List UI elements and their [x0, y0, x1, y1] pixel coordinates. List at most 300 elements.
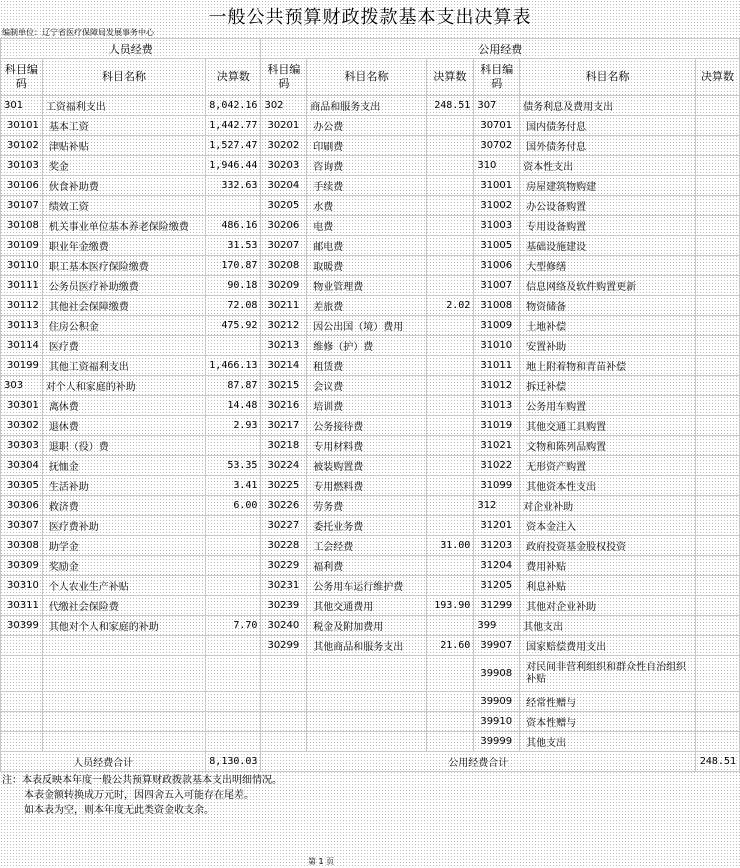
- public-other-name-cell: 资本性赠与: [520, 712, 696, 732]
- personnel-code-cell: [1, 732, 43, 752]
- public-goods-amount-cell: [426, 732, 474, 752]
- personnel-name-cell: 对个人和家庭的补助: [42, 376, 205, 396]
- public-goods-code-cell: 30227: [261, 516, 307, 536]
- personnel-code-cell: 30303: [1, 436, 43, 456]
- personnel-amount-cell: 486.16: [206, 216, 261, 236]
- public-goods-amount-cell: [426, 316, 474, 336]
- personnel-code-cell: 303: [1, 376, 43, 396]
- personnel-name-cell: [42, 732, 205, 752]
- public-other-code-cell: 31001: [474, 176, 520, 196]
- personnel-amount-cell: 31.53: [206, 236, 261, 256]
- personnel-code-cell: [1, 656, 43, 692]
- public-goods-code-cell: 30203: [261, 156, 307, 176]
- public-other-code-cell: 31002: [474, 196, 520, 216]
- table-row: [1, 712, 740, 732]
- public-goods-name-cell: 公务接待费: [307, 416, 426, 436]
- public-goods-code-cell: 30204: [261, 176, 307, 196]
- public-other-amount-cell: [695, 396, 739, 416]
- personnel-code-cell: 30309: [1, 556, 43, 576]
- personnel-code-cell: 30107: [1, 196, 43, 216]
- public-other-code-cell: 31201: [474, 516, 520, 536]
- public-goods-amount-cell: [426, 556, 474, 576]
- public-other-name-cell: 利息补贴: [520, 576, 696, 596]
- public-goods-code-cell: [261, 692, 307, 712]
- public-goods-amount-cell: [426, 276, 474, 296]
- public-other-code-cell: 31012: [474, 376, 520, 396]
- personnel-amount-cell: 1,442.77: [206, 116, 261, 136]
- col-header-code: 科目编码: [474, 59, 520, 96]
- public-other-amount-cell: [695, 536, 739, 556]
- table-row: [1, 496, 740, 516]
- public-other-name-cell: 国家赔偿费用支出: [520, 636, 696, 656]
- public-other-code-cell: 39909: [474, 692, 520, 712]
- personnel-group-header: 人员经费: [1, 39, 261, 59]
- table-row: [1, 396, 740, 416]
- public-other-name-cell: 国内债务付息: [520, 116, 696, 136]
- totals-row: [1, 752, 740, 772]
- public-other-name-cell: 土地补偿: [520, 316, 696, 336]
- table-row: [1, 136, 740, 156]
- public-other-name-cell: 安置补助: [520, 336, 696, 356]
- personnel-code-cell: [1, 692, 43, 712]
- public-other-code-cell: 31007: [474, 276, 520, 296]
- personnel-name-cell: [42, 656, 205, 692]
- personnel-amount-cell: 1,946.44: [206, 156, 261, 176]
- personnel-name-cell: 机关事业单位基本养老保险缴费: [42, 216, 205, 236]
- table-row: [1, 116, 740, 136]
- public-goods-amount-cell: [426, 376, 474, 396]
- public-goods-code-cell: 30299: [261, 636, 307, 656]
- personnel-name-cell: 职业年金缴费: [42, 236, 205, 256]
- public-other-name-cell: 其他支出: [520, 616, 696, 636]
- public-goods-name-cell: 会议费: [307, 376, 426, 396]
- public-goods-amount-cell: [426, 516, 474, 536]
- public-total-label: 公用经费合计: [261, 752, 696, 772]
- personnel-name-cell: 抚恤金: [42, 456, 205, 476]
- public-other-code-cell: 31203: [474, 536, 520, 556]
- personnel-amount-cell: [206, 536, 261, 556]
- personnel-code-cell: 30110: [1, 256, 43, 276]
- public-goods-name-cell: 委托业务费: [307, 516, 426, 536]
- personnel-code-cell: 30111: [1, 276, 43, 296]
- public-other-code-cell: 39999: [474, 732, 520, 752]
- personnel-name-cell: 绩效工资: [42, 196, 205, 216]
- public-other-code-cell: 31010: [474, 336, 520, 356]
- table-row: [1, 732, 740, 752]
- personnel-code-cell: 30311: [1, 596, 43, 616]
- public-goods-name-cell: 被装购置费: [307, 456, 426, 476]
- table-row: [1, 256, 740, 276]
- personnel-amount-cell: 90.18: [206, 276, 261, 296]
- table-row: [1, 456, 740, 476]
- public-goods-amount-cell: [426, 436, 474, 456]
- public-goods-name-cell: 其他商品和服务支出: [307, 636, 426, 656]
- public-other-code-cell: 31099: [474, 476, 520, 496]
- public-other-amount-cell: [695, 356, 739, 376]
- public-other-code-cell: 31005: [474, 236, 520, 256]
- public-goods-code-cell: 30214: [261, 356, 307, 376]
- public-goods-name-cell: [307, 692, 426, 712]
- public-other-name-cell: 文物和陈列品购置: [520, 436, 696, 456]
- public-goods-amount-cell: [426, 476, 474, 496]
- table-row: [1, 636, 740, 656]
- table-row: [1, 316, 740, 336]
- public-other-name-cell: 物资储备: [520, 296, 696, 316]
- public-other-code-cell: 31205: [474, 576, 520, 596]
- expenditure-table: [0, 38, 740, 772]
- table-row: [1, 416, 740, 436]
- public-other-code-cell: 312: [474, 496, 520, 516]
- personnel-code-cell: 30305: [1, 476, 43, 496]
- public-other-amount-cell: [695, 692, 739, 712]
- public-goods-amount-cell: [426, 656, 474, 692]
- public-other-name-cell: 其他资本性支出: [520, 476, 696, 496]
- public-goods-code-cell: 30202: [261, 136, 307, 156]
- public-other-name-cell: 专用设备购置: [520, 216, 696, 236]
- personnel-name-cell: 其他对个人和家庭的补助: [42, 616, 205, 636]
- public-goods-code-cell: 30206: [261, 216, 307, 236]
- personnel-amount-cell: 2.93: [206, 416, 261, 436]
- personnel-code-cell: 30101: [1, 116, 43, 136]
- public-goods-code-cell: [261, 732, 307, 752]
- public-other-code-cell: 31011: [474, 356, 520, 376]
- public-goods-name-cell: 办公费: [307, 116, 426, 136]
- personnel-amount-cell: [206, 732, 261, 752]
- public-other-amount-cell: [695, 316, 739, 336]
- public-goods-code-cell: 30225: [261, 476, 307, 496]
- public-other-code-cell: 39907: [474, 636, 520, 656]
- public-other-code-cell: 31022: [474, 456, 520, 476]
- public-goods-code-cell: 30229: [261, 556, 307, 576]
- public-goods-code-cell: 30231: [261, 576, 307, 596]
- personnel-code-cell: 30108: [1, 216, 43, 236]
- col-header-amount: 决算数: [426, 59, 474, 96]
- public-goods-name-cell: [307, 712, 426, 732]
- table-row: [1, 616, 740, 636]
- personnel-name-cell: 救济费: [42, 496, 205, 516]
- personnel-total-label: 人员经费合计: [1, 752, 206, 772]
- public-goods-code-cell: 30201: [261, 116, 307, 136]
- public-goods-code-cell: 30213: [261, 336, 307, 356]
- public-goods-code-cell: [261, 712, 307, 732]
- personnel-code-cell: 30308: [1, 536, 43, 556]
- public-other-amount-cell: [695, 216, 739, 236]
- public-goods-amount-cell: 2.02: [426, 296, 474, 316]
- public-goods-name-cell: 租赁费: [307, 356, 426, 376]
- public-other-code-cell: 31009: [474, 316, 520, 336]
- public-other-name-cell: 对民间非营利组织和群众性自治组织补贴: [520, 656, 696, 692]
- public-other-amount-cell: [695, 296, 739, 316]
- public-goods-name-cell: 商品和服务支出: [307, 96, 426, 116]
- personnel-amount-cell: [206, 712, 261, 732]
- personnel-amount-cell: 72.08: [206, 296, 261, 316]
- public-other-code-cell: 30701: [474, 116, 520, 136]
- personnel-name-cell: 伙食补助费: [42, 176, 205, 196]
- public-other-amount-cell: [695, 236, 739, 256]
- public-other-name-cell: 地上附着物和青苗补偿: [520, 356, 696, 376]
- personnel-name-cell: 退职（役）费: [42, 436, 205, 456]
- public-goods-amount-cell: [426, 236, 474, 256]
- personnel-code-cell: 30114: [1, 336, 43, 356]
- public-other-name-cell: 其他支出: [520, 732, 696, 752]
- public-other-code-cell: 31008: [474, 296, 520, 316]
- public-goods-code-cell: 30228: [261, 536, 307, 556]
- public-other-amount-cell: [695, 176, 739, 196]
- personnel-name-cell: 离休费: [42, 396, 205, 416]
- public-other-name-cell: 信息网络及软件购置更新: [520, 276, 696, 296]
- public-goods-amount-cell: [426, 216, 474, 236]
- personnel-code-cell: 30310: [1, 576, 43, 596]
- public-goods-amount-cell: [426, 116, 474, 136]
- table-row: [1, 536, 740, 556]
- public-goods-code-cell: 30207: [261, 236, 307, 256]
- personnel-name-cell: 住房公积金: [42, 316, 205, 336]
- personnel-code-cell: 30306: [1, 496, 43, 516]
- public-goods-code-cell: 30208: [261, 256, 307, 276]
- public-other-code-cell: 39910: [474, 712, 520, 732]
- public-goods-amount-cell: [426, 616, 474, 636]
- public-goods-amount-cell: [426, 136, 474, 156]
- public-goods-name-cell: 物业管理费: [307, 276, 426, 296]
- public-other-name-cell: 办公设备购置: [520, 196, 696, 216]
- public-goods-amount-cell: [426, 576, 474, 596]
- public-other-amount-cell: [695, 476, 739, 496]
- public-other-amount-cell: [695, 496, 739, 516]
- public-other-amount-cell: [695, 556, 739, 576]
- personnel-name-cell: 工资福利支出: [42, 96, 205, 116]
- public-other-amount-cell: [695, 116, 739, 136]
- public-other-name-cell: 无形资产购置: [520, 456, 696, 476]
- personnel-name-cell: 职工基本医疗保险缴费: [42, 256, 205, 276]
- personnel-amount-cell: [206, 636, 261, 656]
- personnel-name-cell: 医疗费: [42, 336, 205, 356]
- public-other-code-cell: 30702: [474, 136, 520, 156]
- table-row: [1, 336, 740, 356]
- public-other-amount-cell: [695, 156, 739, 176]
- personnel-amount-cell: 475.92: [206, 316, 261, 336]
- public-goods-code-cell: 30240: [261, 616, 307, 636]
- public-goods-name-cell: 水费: [307, 196, 426, 216]
- col-header-amount: 决算数: [695, 59, 739, 96]
- public-goods-amount-cell: [426, 196, 474, 216]
- col-header-code: 科目编码: [261, 59, 307, 96]
- public-other-code-cell: 307: [474, 96, 520, 116]
- public-goods-name-cell: 培训费: [307, 396, 426, 416]
- table-row: [1, 156, 740, 176]
- public-goods-name-cell: 电费: [307, 216, 426, 236]
- table-row: [1, 236, 740, 256]
- public-goods-name-cell: 公务用车运行维护费: [307, 576, 426, 596]
- personnel-name-cell: 助学金: [42, 536, 205, 556]
- personnel-code-cell: 30103: [1, 156, 43, 176]
- personnel-code-cell: 30106: [1, 176, 43, 196]
- public-goods-amount-cell: [426, 336, 474, 356]
- public-other-name-cell: 费用补贴: [520, 556, 696, 576]
- personnel-code-cell: 30304: [1, 456, 43, 476]
- personnel-name-cell: 津贴补贴: [42, 136, 205, 156]
- personnel-name-cell: [42, 692, 205, 712]
- public-goods-name-cell: 其他交通费用: [307, 596, 426, 616]
- public-goods-name-cell: 邮电费: [307, 236, 426, 256]
- personnel-name-cell: 代缴社会保险费: [42, 596, 205, 616]
- table-row: [1, 516, 740, 536]
- personnel-name-cell: 生活补助: [42, 476, 205, 496]
- public-other-code-cell: 31013: [474, 396, 520, 416]
- public-other-name-cell: 债务利息及费用支出: [520, 96, 696, 116]
- public-other-amount-cell: [695, 712, 739, 732]
- public-goods-name-cell: 因公出国（境）费用: [307, 316, 426, 336]
- personnel-total-amount: 8,130.03: [206, 752, 261, 772]
- personnel-amount-cell: 87.87: [206, 376, 261, 396]
- public-total-amount: 248.51: [695, 752, 739, 772]
- personnel-code-cell: 30399: [1, 616, 43, 636]
- personnel-amount-cell: [206, 692, 261, 712]
- personnel-code-cell: 30307: [1, 516, 43, 536]
- public-other-amount-cell: [695, 416, 739, 436]
- public-other-amount-cell: [695, 436, 739, 456]
- table-row: [1, 376, 740, 396]
- table-row: [1, 576, 740, 596]
- personnel-amount-cell: 332.63: [206, 176, 261, 196]
- unit-label: 编制单位：辽宁省医疗保障局发展事务中心: [2, 28, 154, 37]
- public-other-amount-cell: [695, 456, 739, 476]
- public-goods-name-cell: 差旅费: [307, 296, 426, 316]
- public-other-amount-cell: [695, 376, 739, 396]
- public-goods-amount-cell: 31.00: [426, 536, 474, 556]
- public-other-name-cell: 经常性赠与: [520, 692, 696, 712]
- public-other-amount-cell: [695, 656, 739, 692]
- public-goods-name-cell: 福利费: [307, 556, 426, 576]
- public-goods-code-cell: 30215: [261, 376, 307, 396]
- public-goods-code-cell: 30217: [261, 416, 307, 436]
- table-row: [1, 216, 740, 236]
- public-other-code-cell: 31021: [474, 436, 520, 456]
- table-row: [1, 196, 740, 216]
- col-header-name: 科目名称: [42, 59, 205, 96]
- personnel-amount-cell: 6.00: [206, 496, 261, 516]
- public-other-code-cell: 310: [474, 156, 520, 176]
- col-header-name: 科目名称: [307, 59, 426, 96]
- personnel-code-cell: 301: [1, 96, 43, 116]
- personnel-amount-cell: 7.70: [206, 616, 261, 636]
- public-other-amount-cell: [695, 516, 739, 536]
- personnel-name-cell: [42, 636, 205, 656]
- public-goods-amount-cell: [426, 416, 474, 436]
- personnel-amount-cell: 53.35: [206, 456, 261, 476]
- public-goods-code-cell: 30212: [261, 316, 307, 336]
- personnel-code-cell: 30199: [1, 356, 43, 376]
- public-other-amount-cell: [695, 576, 739, 596]
- public-other-amount-cell: [695, 336, 739, 356]
- public-goods-name-cell: 劳务费: [307, 496, 426, 516]
- table-row: [1, 176, 740, 196]
- personnel-name-cell: 奖金: [42, 156, 205, 176]
- public-goods-name-cell: 税金及附加费用: [307, 616, 426, 636]
- personnel-amount-cell: [206, 596, 261, 616]
- public-goods-name-cell: 专用材料费: [307, 436, 426, 456]
- public-goods-code-cell: 302: [261, 96, 307, 116]
- public-other-amount-cell: [695, 732, 739, 752]
- public-other-amount-cell: [695, 96, 739, 116]
- personnel-code-cell: 30109: [1, 236, 43, 256]
- public-goods-code-cell: 30226: [261, 496, 307, 516]
- public-other-name-cell: 资本性支出: [520, 156, 696, 176]
- col-header-code: 科目编码: [1, 59, 43, 96]
- public-goods-name-cell: 印刷费: [307, 136, 426, 156]
- public-goods-code-cell: 30209: [261, 276, 307, 296]
- public-goods-amount-cell: [426, 176, 474, 196]
- public-goods-amount-cell: [426, 256, 474, 276]
- personnel-name-cell: [42, 712, 205, 732]
- personnel-amount-cell: [206, 516, 261, 536]
- public-goods-amount-cell: [426, 692, 474, 712]
- personnel-name-cell: 退休费: [42, 416, 205, 436]
- personnel-amount-cell: 1,466.13: [206, 356, 261, 376]
- public-other-amount-cell: [695, 256, 739, 276]
- personnel-name-cell: 奖励金: [42, 556, 205, 576]
- public-other-name-cell: 对企业补助: [520, 496, 696, 516]
- public-other-name-cell: 基础设施建设: [520, 236, 696, 256]
- public-goods-name-cell: 取暖费: [307, 256, 426, 276]
- personnel-code-cell: 30102: [1, 136, 43, 156]
- public-other-code-cell: 39908: [474, 656, 520, 692]
- public-goods-code-cell: 30211: [261, 296, 307, 316]
- col-header-name: 科目名称: [520, 59, 696, 96]
- table-notes: [2, 773, 282, 818]
- public-other-name-cell: 政府投资基金股权投资: [520, 536, 696, 556]
- table-row: [1, 476, 740, 496]
- personnel-name-cell: 其他工资福利支出: [42, 356, 205, 376]
- public-other-code-cell: 31019: [474, 416, 520, 436]
- public-goods-name-cell: [307, 732, 426, 752]
- personnel-name-cell: 个人农业生产补贴: [42, 576, 205, 596]
- public-goods-name-cell: 工会经费: [307, 536, 426, 556]
- note-line: 注：本表反映本年度一般公共预算财政拨款基本支出明细情况。: [2, 775, 282, 786]
- personnel-amount-cell: [206, 196, 261, 216]
- public-other-name-cell: 公务用车购置: [520, 396, 696, 416]
- table-row: [1, 296, 740, 316]
- personnel-code-cell: [1, 636, 43, 656]
- table-row: [1, 356, 740, 376]
- table-row: [1, 596, 740, 616]
- personnel-amount-cell: [206, 336, 261, 356]
- public-other-name-cell: 国外债务付息: [520, 136, 696, 156]
- col-header-amount: 决算数: [206, 59, 261, 96]
- page-title: 一般公共预算财政拨款基本支出决算表: [208, 7, 532, 28]
- public-goods-code-cell: 30239: [261, 596, 307, 616]
- public-other-code-cell: 399: [474, 616, 520, 636]
- public-other-amount-cell: [695, 276, 739, 296]
- public-goods-name-cell: 专用燃料费: [307, 476, 426, 496]
- table-row: [1, 436, 740, 456]
- table-row: [1, 656, 740, 692]
- public-goods-code-cell: 30216: [261, 396, 307, 416]
- public-goods-code-cell: [261, 656, 307, 692]
- public-goods-amount-cell: [426, 456, 474, 476]
- public-other-code-cell: 31003: [474, 216, 520, 236]
- personnel-code-cell: [1, 712, 43, 732]
- personnel-amount-cell: [206, 576, 261, 596]
- personnel-amount-cell: 14.48: [206, 396, 261, 416]
- public-goods-code-cell: 30218: [261, 436, 307, 456]
- table-row: [1, 276, 740, 296]
- public-goods-name-cell: 咨询费: [307, 156, 426, 176]
- personnel-amount-cell: 170.87: [206, 256, 261, 276]
- personnel-amount-cell: 3.41: [206, 476, 261, 496]
- personnel-code-cell: 30301: [1, 396, 43, 416]
- personnel-amount-cell: [206, 556, 261, 576]
- table-row: [1, 96, 740, 116]
